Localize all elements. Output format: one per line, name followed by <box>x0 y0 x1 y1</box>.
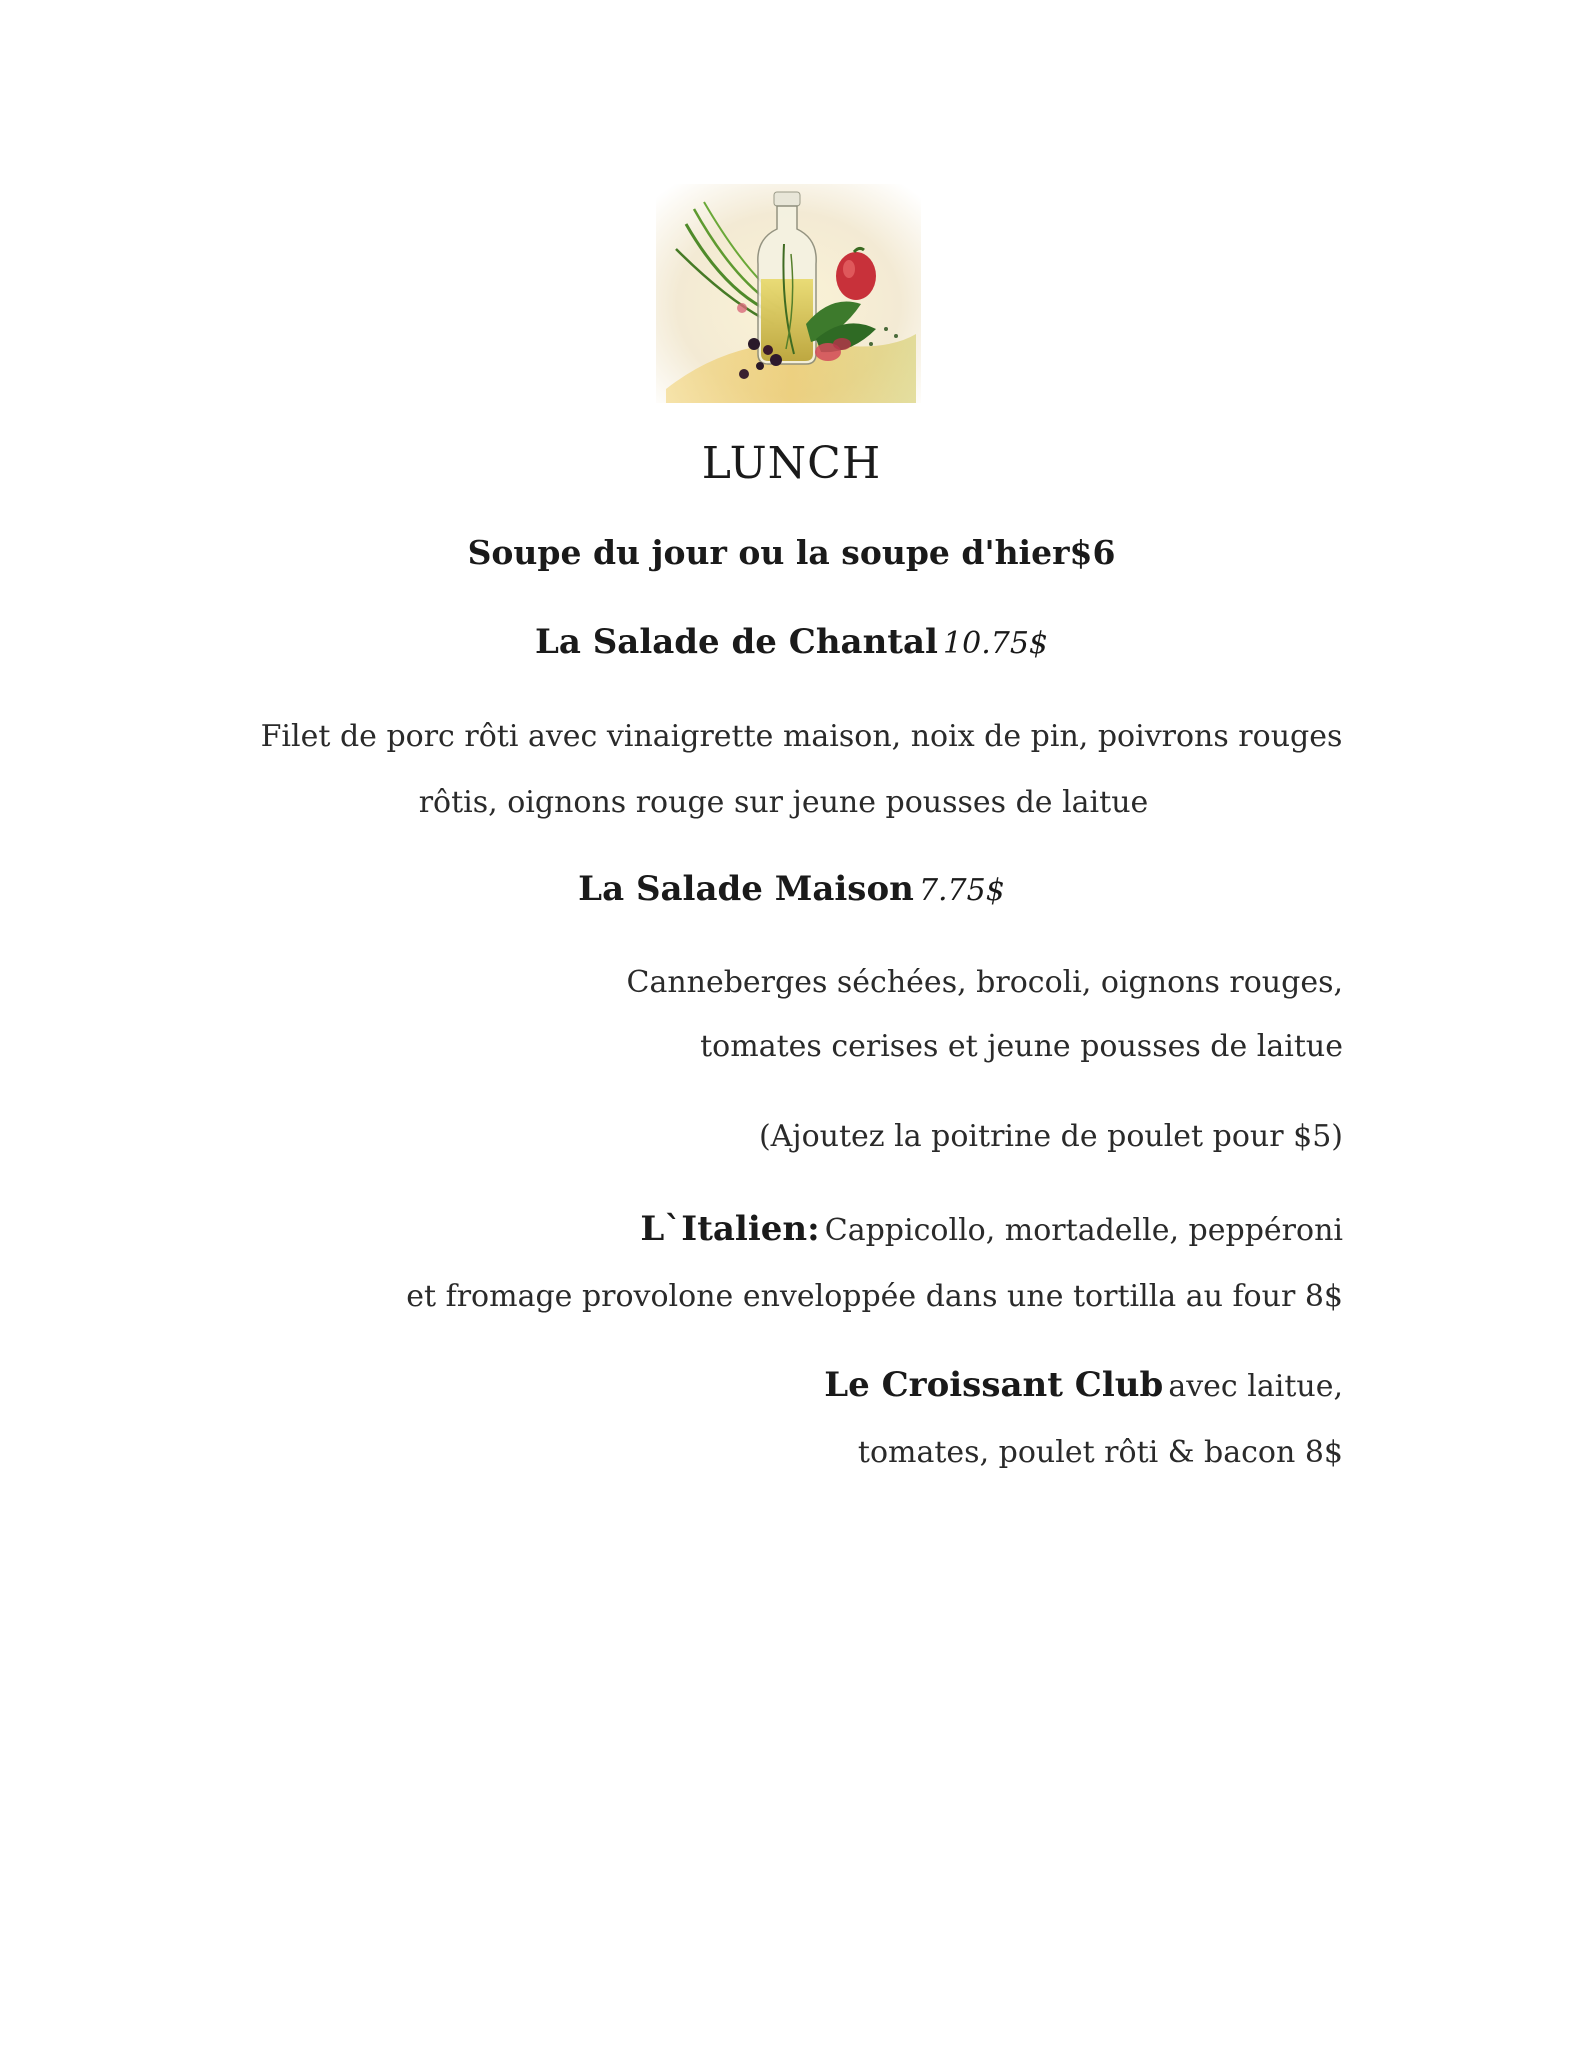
maison-name: La Salade Maison <box>578 869 914 909</box>
croissant-item <box>824 1365 1343 1405</box>
maison-addon: (Ajoutez la poitrine de poulet pour $5) <box>758 1119 1343 1154</box>
chantal-item <box>0 622 1583 662</box>
italien-description-line2: et fromage provolone enveloppée dans une tortilla au four 8$ <box>406 1279 1343 1314</box>
chantal-price: 10.75$ <box>943 626 1049 661</box>
maison-description-line1: Canneberges séchées, brocoli, oignons rouges, <box>626 965 1343 1000</box>
croissant-name: Le Croissant Club <box>824 1365 1164 1405</box>
croissant-description-line1: avec laitue, <box>1168 1369 1343 1404</box>
chantal-description-line1: Filet de porc rôti avec vinaigrette maison, noix de pin, poivrons rouges <box>260 719 1343 754</box>
maison-price: 7.75$ <box>918 873 1005 908</box>
croissant-description-line2: tomates, poulet rôti & bacon 8$ <box>857 1435 1343 1470</box>
menu-title: LUNCH <box>701 438 882 489</box>
italien-name: L`Italien: <box>640 1209 820 1249</box>
chantal-name: La Salade de Chantal <box>534 622 938 662</box>
soup-price: $6 <box>1069 533 1116 572</box>
soup-name: Soupe du jour ou la soupe d'hier <box>467 533 1070 572</box>
soup-item <box>0 533 1583 572</box>
italien-description-line1: Cappicollo, mortadelle, peppéroni <box>824 1213 1343 1248</box>
italien-item <box>640 1209 1343 1249</box>
maison-description-line2: tomates cerises et jeune pousses de laitue <box>700 1029 1343 1064</box>
maison-item <box>0 869 1583 909</box>
oil-bottle-illustration <box>656 184 921 403</box>
chantal-description-line2: rôtis, oignons rouge sur jeune pousses de laitue <box>418 785 1149 820</box>
